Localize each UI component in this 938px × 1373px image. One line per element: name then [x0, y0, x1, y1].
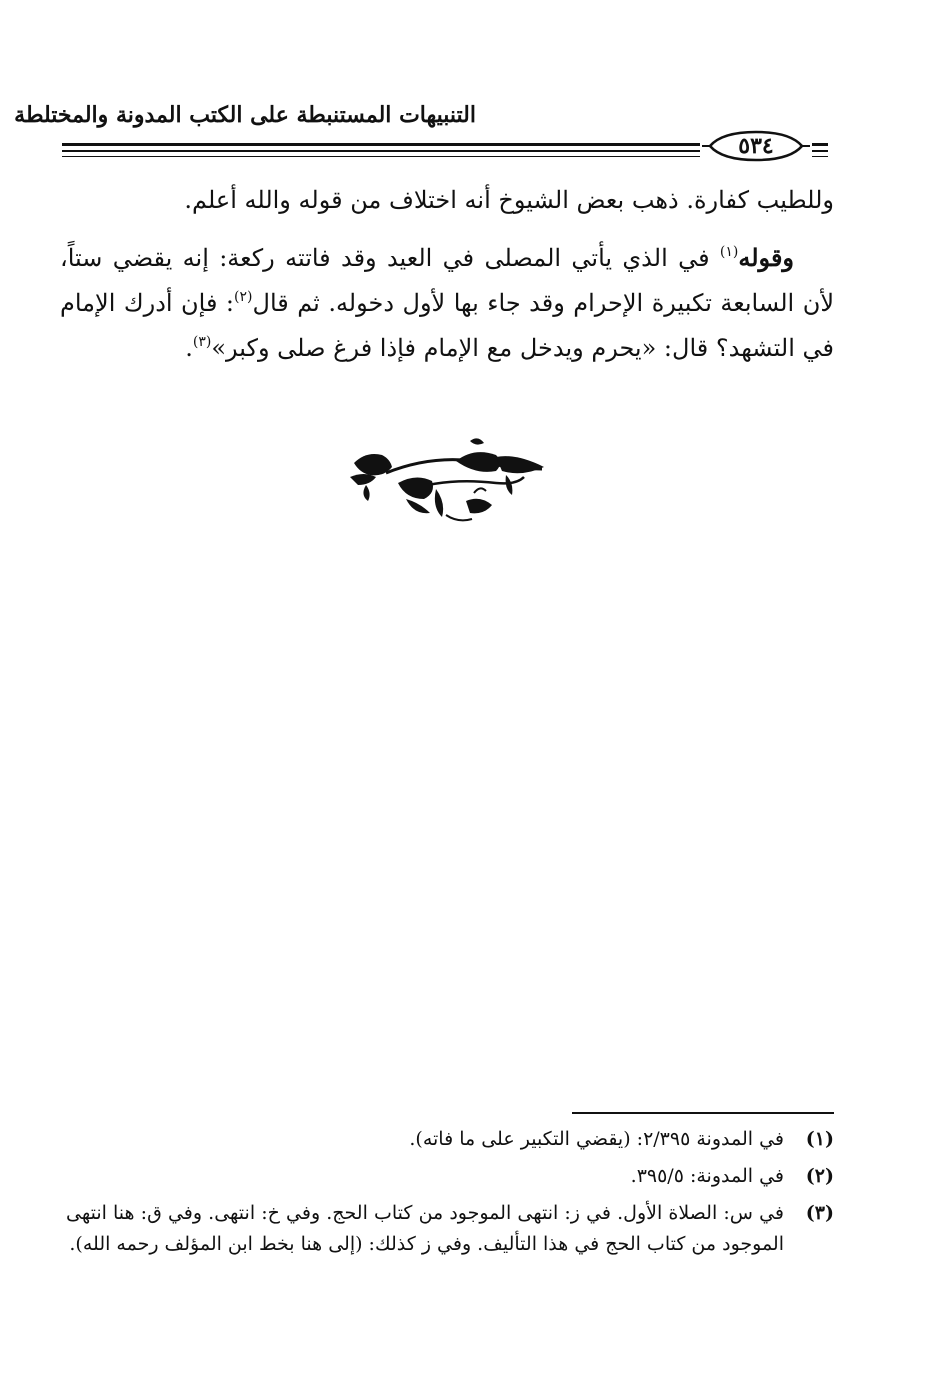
floral-ornament-icon	[346, 433, 550, 533]
footnote-number: (٢)	[805, 1165, 834, 1187]
footnotes	[66, 1124, 834, 1266]
paragraph-2-end: .	[185, 334, 193, 362]
footnote-text: في س: الصلاة الأول. في ز: انتهى الموجود من كتاب الحج. وفي خ: انتهى. وفي ق: هنا انتهى الموجود من كتاب الحج في هذا التأليف. وفي ز كذلك: (إلى هنا بخط ابن المؤلف رحمه الله).	[66, 1202, 784, 1255]
footnote-text: في المدونة ٢/٣٩٥: (يقضي التكبير على ما فاته).	[409, 1128, 784, 1150]
footnote-ref-3: (٣)	[192, 334, 212, 350]
footnote-number: (١)	[805, 1128, 834, 1150]
paragraph-2	[60, 235, 834, 371]
paragraph-2-text-a: في الذي يأتي المصلى في العيد وقد فاتته ركعة: إنه يقضي ستاً، لأن السابعة تكبيرة الإحرام وقد جاء بها لأول دخوله. ثم قال	[60, 244, 835, 317]
footnote-2	[66, 1161, 834, 1192]
paragraph-2-text-b: : فإن أدرك الإمام في التشهد؟ قال: «يحرم ويدخل مع الإمام فإذا فرغ صلى وكبر»	[60, 289, 834, 362]
paragraph-1: وللطيب كفارة. ذهب بعض الشيوخ أنه اختلاف من قوله والله أعلم.	[184, 186, 834, 214]
footnote-ref-1: (١)	[719, 244, 739, 260]
page-number: ٥٣٤	[738, 133, 774, 159]
footnote-text: في المدونة: ٣٩٥/٥.	[630, 1165, 784, 1187]
footnote-3	[66, 1198, 834, 1260]
footnote-number: (٣)	[805, 1202, 834, 1224]
footnote-1	[66, 1124, 834, 1155]
footnote-ref-2: (٢)	[234, 289, 253, 305]
page-number-badge	[700, 128, 812, 164]
footnote-separator	[572, 1112, 834, 1114]
paragraph-2-lead: وقوله	[738, 243, 794, 272]
main-text	[60, 178, 834, 371]
running-title: التنبيهات المستنبطة على الكتب المدونة والمختلطة	[14, 102, 476, 128]
